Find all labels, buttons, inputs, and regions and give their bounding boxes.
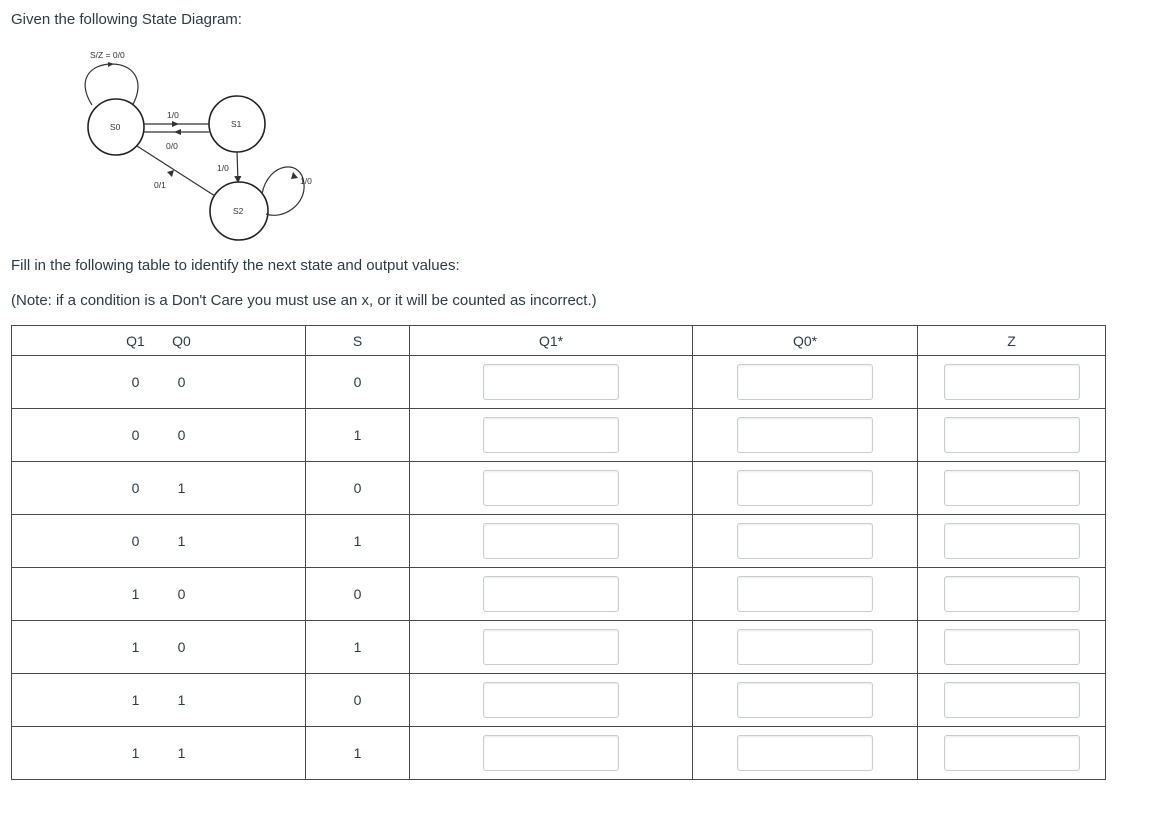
edge-s2-s0-label: 0/1 (154, 180, 166, 190)
edge-s2-self-label: 1/0 (300, 176, 312, 186)
table-header-row (12, 326, 1106, 356)
z-input[interactable] (944, 735, 1080, 771)
cell-s: 0 (306, 462, 410, 515)
header-q0-next: Q0* (693, 326, 918, 356)
edge-s2-s0 (137, 146, 215, 196)
cell-s: 1 (306, 409, 410, 462)
edge-s1-s0-arrow (174, 129, 181, 135)
edge-s2-s0-arrow (167, 170, 174, 177)
q0-next-input[interactable] (737, 364, 873, 400)
q0-next-input[interactable] (737, 629, 873, 665)
q1-next-input[interactable] (483, 682, 619, 718)
cell-z (918, 674, 1106, 727)
z-input[interactable] (944, 470, 1080, 506)
cell-q1: 0 (131, 533, 140, 549)
header-q1: Q1 (126, 332, 145, 349)
cell-z (918, 621, 1106, 674)
z-input[interactable] (944, 629, 1080, 665)
q0-next-input[interactable] (737, 735, 873, 771)
cell-q0-next (693, 462, 918, 515)
cell-s: 0 (306, 674, 410, 727)
cell-q1-next (410, 621, 693, 674)
cell-q1-next (410, 674, 693, 727)
edge-s1-s2 (237, 152, 238, 182)
q0-next-input[interactable] (737, 417, 873, 453)
cell-q0-next (693, 409, 918, 462)
z-input[interactable] (944, 682, 1080, 718)
z-input[interactable] (944, 576, 1080, 612)
z-input[interactable] (944, 523, 1080, 559)
cell-q1-next (410, 727, 693, 780)
cell-q0: 0 (177, 374, 186, 390)
cell-q1: 1 (131, 692, 140, 708)
q1-next-input[interactable] (483, 470, 619, 506)
question-prompt: Given the following State Diagram: (11, 11, 242, 28)
cell-q0-next (693, 515, 918, 568)
q1-next-input[interactable] (483, 417, 619, 453)
cell-q1-next (410, 568, 693, 621)
cell-q1-q0 (12, 727, 306, 780)
cell-s: 0 (306, 568, 410, 621)
table-row (12, 568, 1106, 621)
state-s0-label: S0 (110, 122, 121, 132)
q0-next-input[interactable] (737, 523, 873, 559)
cell-q1-q0 (12, 409, 306, 462)
q0-next-input[interactable] (737, 576, 873, 612)
cell-q0: 1 (177, 745, 186, 761)
cell-z (918, 727, 1106, 780)
cell-q0: 0 (177, 586, 186, 602)
cell-q1: 1 (131, 586, 140, 602)
edge-s1-s0-label: 0/0 (166, 141, 178, 151)
state-s1-label: S1 (231, 119, 242, 129)
q0-next-input[interactable] (737, 470, 873, 506)
cell-q1: 0 (131, 480, 140, 496)
table-row (12, 462, 1106, 515)
cell-s: 0 (306, 356, 410, 409)
cell-q1-next (410, 356, 693, 409)
q0-next-input[interactable] (737, 682, 873, 718)
z-input[interactable] (944, 364, 1080, 400)
cell-q1: 0 (131, 427, 140, 443)
instruction-text: Fill in the following table to identify the next state and output values: (11, 257, 460, 274)
cell-q1-next (410, 462, 693, 515)
cell-s: 1 (306, 727, 410, 780)
header-q0: Q0 (172, 332, 191, 349)
table-row (12, 674, 1106, 727)
cell-q1-q0 (12, 515, 306, 568)
state-s2-label: S2 (233, 206, 244, 216)
cell-q0-next (693, 621, 918, 674)
cell-z (918, 409, 1106, 462)
edge-s1-s2-label: 1/0 (217, 163, 229, 173)
edge-s0-s1-arrow (172, 121, 179, 127)
note-text: (Note: if a condition is a Don't Care you must use an x, or it will be counted as incorrect.) (11, 292, 597, 309)
q1-next-input[interactable] (483, 576, 619, 612)
q1-next-input[interactable] (483, 364, 619, 400)
q1-next-input[interactable] (483, 735, 619, 771)
cell-q1-q0 (12, 674, 306, 727)
table-row (12, 621, 1106, 674)
table-row (12, 515, 1106, 568)
truth-table (11, 325, 1106, 780)
cell-q1-next (410, 515, 693, 568)
cell-q1: 1 (131, 639, 140, 655)
cell-z (918, 568, 1106, 621)
cell-q0-next (693, 727, 918, 780)
edge-s0-s1-label: 1/0 (167, 110, 179, 120)
table-row (12, 356, 1106, 409)
q1-next-input[interactable] (483, 629, 619, 665)
header-s: S (306, 326, 410, 356)
cell-q0-next (693, 568, 918, 621)
s2-self-loop-arrow (291, 172, 298, 179)
cell-q0: 0 (177, 639, 186, 655)
cell-s: 1 (306, 621, 410, 674)
cell-q1-q0 (12, 568, 306, 621)
diagram-legend: S/Z = 0/0 (90, 50, 125, 60)
cell-q0: 1 (177, 533, 186, 549)
state-diagram (0, 0, 360, 250)
cell-q1-q0 (12, 621, 306, 674)
cell-q0-next (693, 674, 918, 727)
cell-q0-next (693, 356, 918, 409)
cell-z (918, 515, 1106, 568)
z-input[interactable] (944, 417, 1080, 453)
cell-z (918, 462, 1106, 515)
cell-q0: 1 (177, 692, 186, 708)
table-row (12, 409, 1106, 462)
cell-q1-q0 (12, 356, 306, 409)
cell-q1-next (410, 409, 693, 462)
cell-s: 1 (306, 515, 410, 568)
header-q1-q0 (12, 326, 306, 356)
header-z: Z (918, 326, 1106, 356)
cell-q0: 0 (177, 427, 186, 443)
cell-q0: 1 (177, 480, 186, 496)
cell-q1: 1 (131, 745, 140, 761)
cell-z (918, 356, 1106, 409)
header-q1-next: Q1* (410, 326, 693, 356)
table-row (12, 727, 1106, 780)
q1-next-input[interactable] (483, 523, 619, 559)
cell-q1-q0 (12, 462, 306, 515)
cell-q1: 0 (131, 374, 140, 390)
